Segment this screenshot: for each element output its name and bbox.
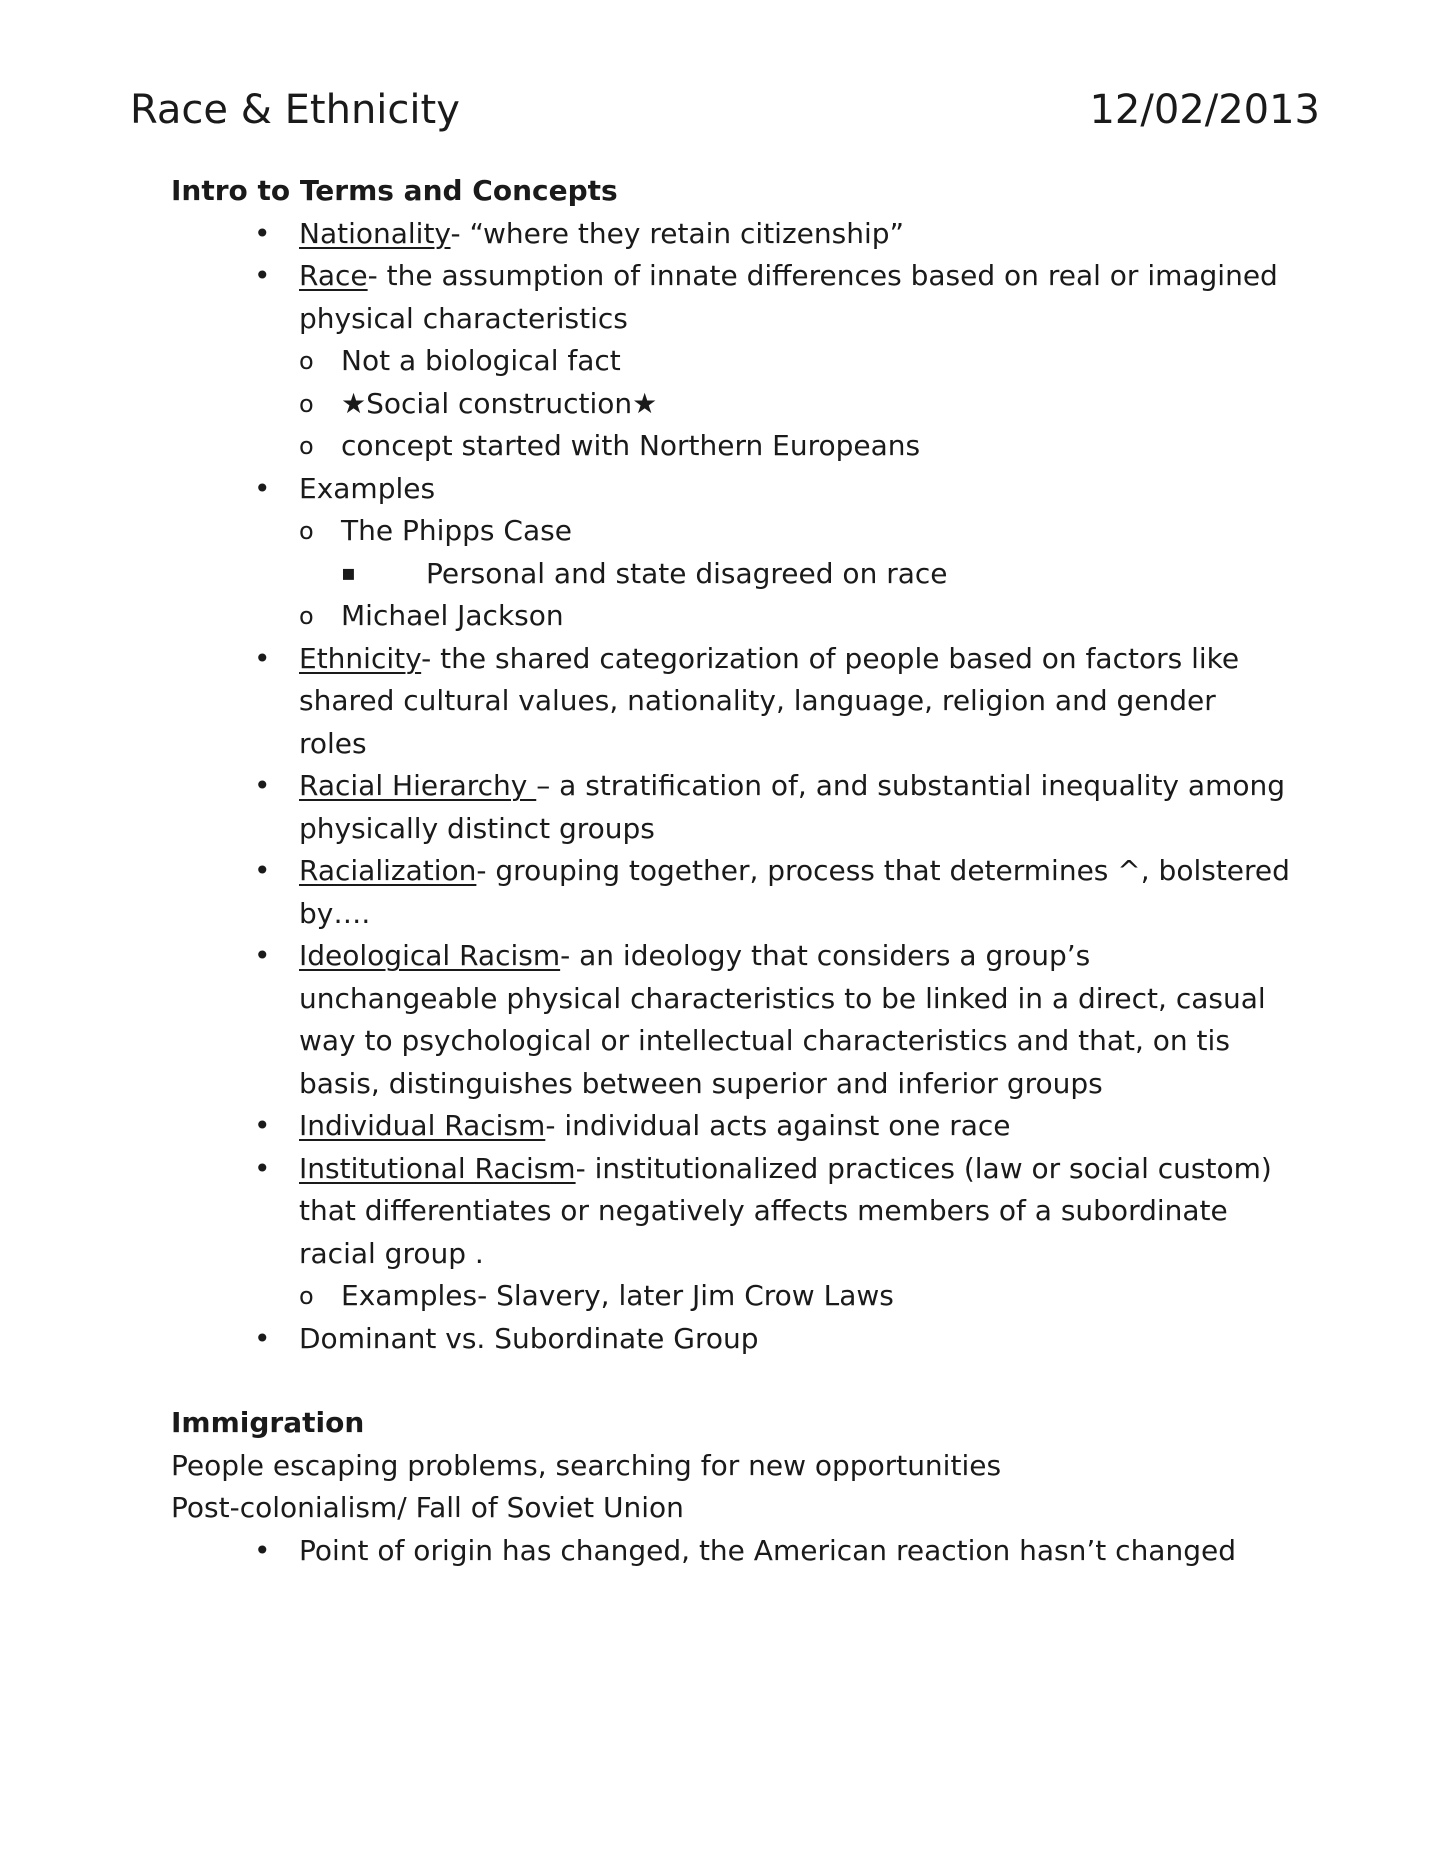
immigration-line: Post-colonialism/ Fall of Soviet Union bbox=[171, 1491, 684, 1524]
terms-list bbox=[171, 213, 1291, 1361]
list-item bbox=[171, 935, 1291, 1105]
list-item bbox=[171, 638, 1291, 766]
term-nationality: Nationality bbox=[299, 216, 451, 250]
list-item bbox=[256, 553, 1291, 596]
definition-racialization: - grouping together, process that determines ^, bolstered by…. bbox=[299, 854, 1290, 930]
term-institutional-racism: Institutional Racism bbox=[299, 1151, 576, 1185]
document-body bbox=[171, 170, 1291, 1572]
list-item: • Point of origin has changed, the American reaction hasn’t changed bbox=[171, 1530, 1291, 1573]
list-item bbox=[171, 765, 1291, 850]
definition-ideological-racism: - an ideology that considers a group’s unchangeable physical characteristics to be linked in a direct, casual way to psychological or intellectual characteristics and that, on tis basis, distinguishes between superior and inferior groups bbox=[299, 939, 1266, 1100]
term-individual-racism: Individual Racism bbox=[299, 1109, 546, 1142]
list-item bbox=[256, 510, 1291, 595]
section-heading-immigration: Immigration bbox=[171, 1406, 365, 1439]
examples-label: Examples bbox=[299, 471, 436, 505]
immigration-list bbox=[171, 1530, 1291, 1573]
definition-racial-hierarchy: – a stratification of, and substantial inequality among physically distinct groups bbox=[299, 769, 1285, 845]
race-sublist bbox=[299, 340, 1291, 468]
list-item: • Dominant vs. Subordinate Group bbox=[171, 1318, 1291, 1361]
list-item: o Michael Jackson bbox=[256, 595, 1291, 638]
definition-race: - the assumption of innate differences based on real or imagined physical characteristics bbox=[299, 259, 1278, 335]
definition-ethnicity: - the shared categorization of people based on factors like shared cultural values, nationality, language, religion and gender roles bbox=[299, 641, 1240, 760]
definition-individual-racism: - individual acts against one race bbox=[545, 1109, 1011, 1142]
term-racial-hierarchy: Racial Hierarchy bbox=[299, 769, 537, 802]
document-title: Race & Ethnicity bbox=[130, 87, 460, 133]
term-ethnicity: Ethnicity bbox=[299, 641, 422, 675]
list-item bbox=[171, 1105, 1291, 1148]
list-item bbox=[171, 1148, 1291, 1318]
list-item: o Not a biological fact bbox=[256, 340, 1291, 383]
institutional-sublist bbox=[299, 1275, 1291, 1318]
spacer bbox=[171, 1360, 1291, 1402]
term-racialization: Racialization bbox=[299, 854, 477, 887]
section-heading-terms: Intro to Terms and Concepts bbox=[171, 174, 618, 207]
list-item bbox=[171, 468, 1291, 638]
term-ideological-racism: Ideological Racism bbox=[299, 939, 561, 972]
list-item bbox=[171, 255, 1291, 468]
phipps-sublist bbox=[341, 553, 1291, 596]
definition-nationality: - “where they retain citizenship” bbox=[450, 216, 905, 250]
example-phipps: The Phipps Case bbox=[341, 514, 572, 547]
list-item bbox=[171, 213, 1291, 256]
document-date: 12/02/2013 bbox=[1089, 87, 1320, 133]
immigration-line: People escaping problems, searching for new opportunities bbox=[171, 1448, 1002, 1482]
list-item: o concept started with Northern Europeans bbox=[256, 425, 1291, 468]
list-item bbox=[171, 850, 1291, 935]
phipps-detail: Personal and state disagreed on race bbox=[426, 556, 948, 590]
list-item: o Examples- Slavery, later Jim Crow Laws bbox=[256, 1275, 1291, 1318]
term-race: Race bbox=[299, 259, 368, 292]
list-item: o ★Social construction★ bbox=[256, 383, 1291, 426]
definition-institutional-racism: - institutionalized practices (law or social custom) that differentiates or negatively affects members of a subordinate racial group . bbox=[299, 1151, 1272, 1270]
examples-sublist bbox=[299, 510, 1291, 638]
